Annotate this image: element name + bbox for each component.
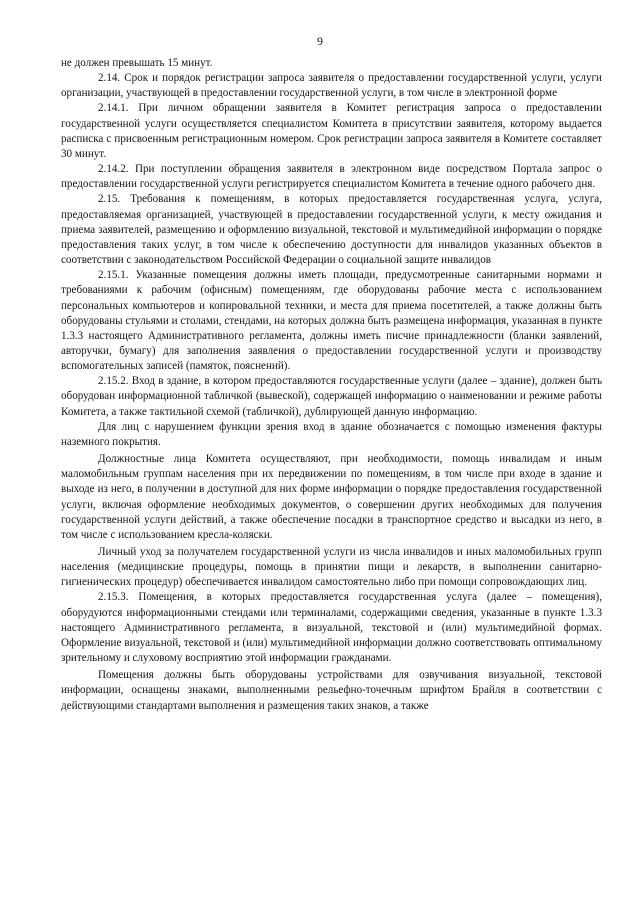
document-body [61,56,602,714]
paragraph-2-14-1: 2.14.1. При личном обращении заявителя в Комитет регистрация запроса о предоставлении государственной услуги осуществляется специалистом Комитета в присутствии заявителя, которому выдается расписка с присвоенным регистрационным номером. Срок регистрации запроса заявителя в Комитете составляет 30 минут. [61,102,602,160]
paragraph-2-15-2: 2.15.2. Вход в здание, в котором предоставляются государственные услуги (далее – здание), должен быть оборудован информационной табличкой (вывеской), содержащей информацию о наименовании и режиме работы Комитета, а также тактильной схемой (табличкой), дублирующей данную информацию. [61,375,602,418]
paragraph-visual-impairment: Для лиц с нарушением функции зрения вход в здание обозначается с помощью изменения фактуры наземного покрытия. [61,420,602,448]
section-heading-2-14: 2.14. Срок и порядок регистрации запроса заявителя о предоставлении государственной услуги, услуги организации, участвующей в предоставлении государственной услуги, в том числе в электронной форме [61,72,602,100]
paragraph-personal-care: Личный уход за получателем государственной услуги из числа инвалидов и иных маломобильных групп населения (медицинские процедуры, помощь в принятии пищи и лекарств, в выполнении санитарно-гигиенических процедур) обеспечивается инвалидом самостоятельно либо при помощи сопровождающих лиц. [61,546,602,589]
section-heading-2-15: 2.15. Требования к помещениям, в которых предоставляется государственная услуга, услуга, предоставляемая организацией, участвующей в предоставлении государственной услуги, к месту ожидания и приема заявителей, размещению и оформлению визуальной, текстовой и мультимедийной информации о порядке предоставления таких услуг, в том числе к обеспечению доступности для инвалидов указанных объектов в соответствии с законодательством Российской Федерации о социальной защите инвалидов [61,193,602,267]
paragraph-2-15-1: 2.15.1. Указанные помещения должны иметь площади, предусмотренные санитарными нормами и требованиями к рабочим (офисным) помещениям, где оборудованы рабочие места с использованием персональных компьютеров и копировальной техники, и места для приема посетителей, а также должны быть оборудованы стульями и столами, стендами, на которых должна быть размещена информация, указанная в пункте 1.3.3 настоящего Административного регламента, должны иметь писчие принадлежности (бланки заявлений, авторучки, бумагу) для заполнения заявления о предоставлении государственной услуги и производству вспомогательных записей (памяток, пояснений). [61,269,602,373]
page-number: 9 [317,34,323,48]
paragraph-officials-assistance: Должностные лица Комитета осуществляют, при необходимости, помощь инвалидам и иным маломобильным группам населения при их передвижении по помещениям, в том числе при входе в здание и выходе из него, в получении в доступной для них форме информации о порядке предоставления государственной услуги, включая оформление необходимых документов, о совершении других необходимых для получения государственной услуги действий, а также обеспечение посадки в транспортное средство и высадки из него, в том числе с использованием кресла-коляски. [61,453,602,541]
paragraph-premises-equipment: Помещения должны быть оборудованы устройствами для озвучивания визуальной, текстовой информации, оснащены знаками, выполненными рельефно-точечным шрифтом Брайля в соответствии с действующими стандартами выполнения и размещения таких знаков, а также [61,669,602,712]
paragraph-continuation: не должен превышать 15 минут. [61,57,213,69]
paragraph-2-14-2: 2.14.2. При поступлении обращения заявителя в электронном виде посредством Портала запрос о предоставлении государственной услуги регистрируется специалистом Комитета в течение одного рабочего дня. [61,163,602,191]
paragraph-2-15-3: 2.15.3. Помещения, в которых предоставляется государственная услуга (далее – помещения), оборудуются информационными стендами или терминалами, содержащими сведения, указанные в пункте 1.3.3 настоящего Административного регламента, в визуальной, текстовой и (или) мультимедийной формах. Оформление визуальной, текстовой и (или) мультимедийной информации должно соответствовать оптимальному зрительному и слуховому восприятию этой информации гражданами. [61,591,602,665]
